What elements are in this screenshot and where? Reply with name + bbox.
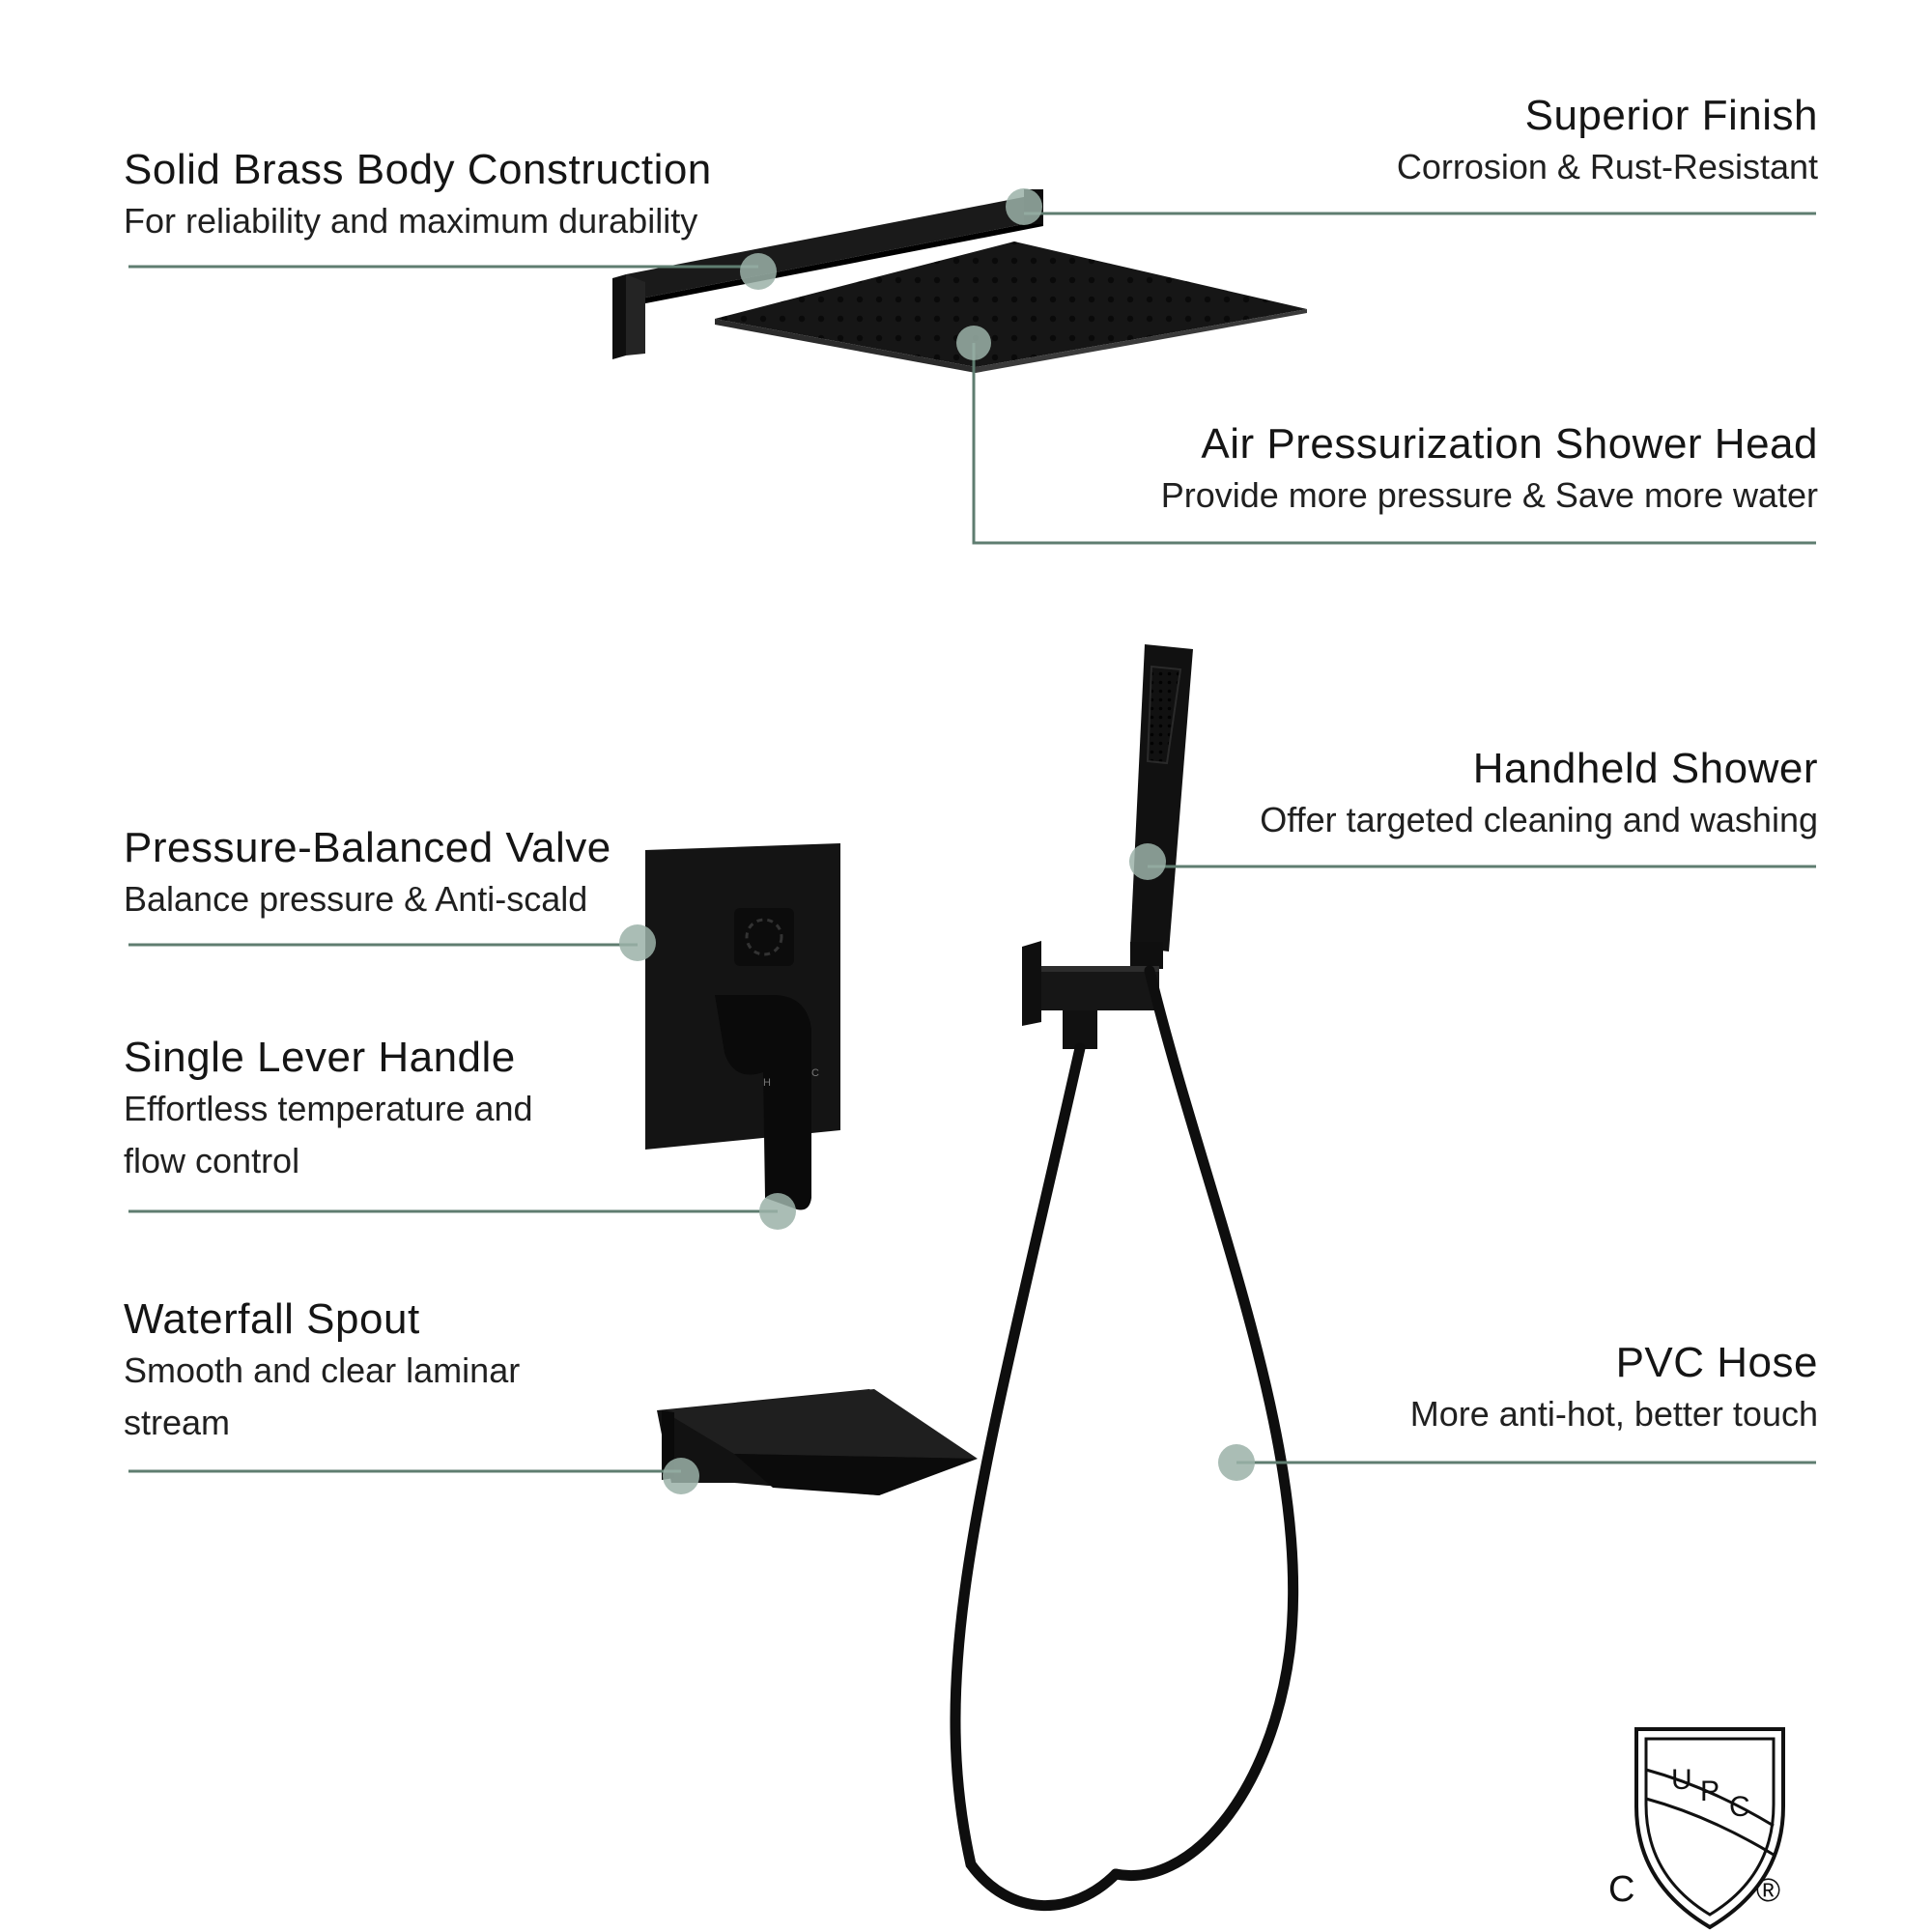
feature-description-line-2: stream <box>124 1403 231 1442</box>
feature-title: Superior Finish <box>1524 92 1818 139</box>
tub-spout <box>657 1389 978 1495</box>
feature-title: Handheld Shower <box>1472 745 1818 792</box>
feature-superior-finish <box>1397 91 1818 193</box>
feature-description: More anti-hot, better touch <box>1409 1394 1818 1434</box>
feature-solid-brass <box>124 145 712 247</box>
cupc-u: U <box>1671 1764 1692 1796</box>
feature-title: Pressure-Balanced Valve <box>124 824 611 871</box>
feature-description: Provide more pressure & Save more water <box>1160 475 1818 515</box>
cupc-p: P <box>1700 1776 1720 1807</box>
feature-description: Corrosion & Rust-Resistant <box>1396 147 1818 186</box>
feature-title: Solid Brass Body Construction <box>124 146 712 193</box>
feature-waterfall <box>124 1294 520 1449</box>
feature-title: Waterfall Spout <box>124 1295 420 1343</box>
feature-handheld <box>1260 744 1818 846</box>
cupc-registered-mark: ® <box>1756 1872 1781 1909</box>
valve-cold-mark: C <box>811 1067 819 1079</box>
hose <box>955 971 1293 1906</box>
feature-description-line-1: Smooth and clear laminar <box>124 1350 521 1390</box>
feature-description: Balance pressure & Anti-scald <box>124 879 588 919</box>
handheld-shower <box>1130 644 1193 969</box>
feature-description-line-2: flow control <box>124 1141 300 1180</box>
cupc-c-inner: C <box>1729 1791 1750 1823</box>
feature-air-pressurization <box>1161 419 1818 522</box>
feature-title: PVC Hose <box>1615 1339 1818 1386</box>
feature-title: Single Lever Handle <box>124 1034 516 1081</box>
feature-title: Air Pressurization Shower Head <box>1201 420 1818 468</box>
valve-hot-mark: H <box>763 1077 771 1089</box>
feature-pressure-valve <box>124 823 611 925</box>
feature-description: For reliability and maximum durability <box>124 201 698 241</box>
feature-lever <box>124 1033 533 1187</box>
feature-description: Offer targeted cleaning and washing <box>1260 800 1818 839</box>
cupc-certification-logo <box>1608 1729 1783 1927</box>
feature-pvc-hose <box>1410 1338 1818 1440</box>
feature-description-line-1: Effortless temperature and <box>124 1089 533 1128</box>
valve-trim <box>645 843 840 1210</box>
cupc-c-outer: C <box>1608 1869 1635 1910</box>
